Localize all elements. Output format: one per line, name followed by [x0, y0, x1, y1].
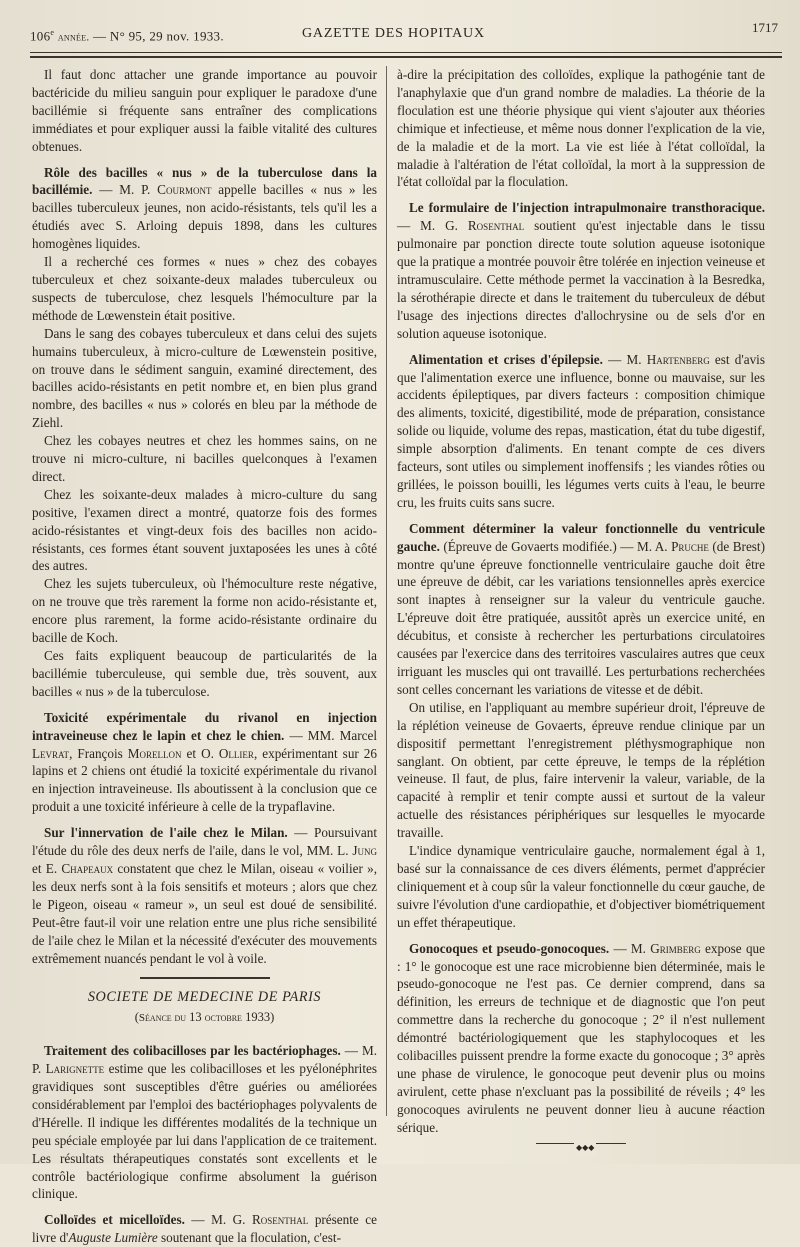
- author-name: Morellon: [127, 745, 182, 761]
- author-name: Rosenthal: [252, 1212, 309, 1228]
- author-name: Ollier: [218, 745, 254, 761]
- author-name: Courmont: [157, 182, 212, 198]
- section-rule: [140, 977, 270, 979]
- book-author: Auguste Lumière: [68, 1230, 158, 1246]
- text: — M.: [609, 940, 651, 956]
- text: et E.: [32, 860, 62, 876]
- article-title: Gonocoques et pseudo-gonocoques.: [409, 940, 610, 956]
- text: soutient qu'est injectable dans le tissu pulmonaire par ponction directe toute solution aqueuse isotonique que la pratique a montrée pouvoir être tolérée en injection veineuse et intramusculaire. Cette méthode permet la vaccination à la Besredka, la sérothérapie directe et dans le traitement du tuberculeux de début l'usage des injections directes d'allochrysine ou de sels d'or en solution aqueuse isotonique.: [397, 218, 765, 341]
- journal-title: GAZETTE DES HOPITAUX: [302, 26, 485, 41]
- paragraph: Il a recherché ces formes « nues » chez des cobayes tuberculeux et chez soixante-deux malades tuberculeux ou suspects de tuberculose, chez lesquels l'hémoculture par la méthode de Lœwenstein était positive.: [32, 254, 377, 323]
- article-injection-intrapulmonaire: [397, 199, 765, 342]
- paragraph: Ces faits expliquent beaucoup de particularités de la bacillémie tuberculeuse, qui semble due, très souvent, aux bacilles « nus » de la tuberculose.: [32, 648, 377, 699]
- ornament-glyph: ◆◆◆: [574, 1139, 596, 1157]
- text: — M. P.: [32, 1043, 377, 1077]
- article-title: Alimentation et crises d'épilepsie.: [409, 351, 603, 367]
- issue-number-date: — N° 95, 29 nov. 1933.: [93, 28, 224, 44]
- paragraph: Chez les cobayes neutres et chez les hommes sains, on ne trouve ni micro-culture, ni bacilles quelconques à l'examen direct.: [32, 433, 377, 484]
- text: 13: [186, 1010, 205, 1025]
- article-title: Toxicité expérimentale du rivanol en injection intraveineuse chez le lapin et chez le chien.: [32, 709, 377, 743]
- text: 1933): [241, 1010, 275, 1025]
- text: soutenant que la floculation, c'est-: [157, 1230, 341, 1246]
- text: est d'avis que l'alimentation exerce une influence, bonne ou mauvaise, sur les accidents épileptiques, par divers facteurs : composition chimique des aliments, toxicité, digestibilité, mode de préparation, consistance solide ou liquide, volume des repas, mastication, état du tube digestif, simple absorption d'aliments. En tenant compte de ces divers facteurs, sont utiles ou simplement inoffensifs ; les viandes rôties ou grillées, le poisson bouilli, les légumes verts cuits à l'eau, le beurre cru, les fruits cuits sans sucre.: [397, 351, 765, 510]
- paragraph: Chez les sujets tuberculeux, où l'hémoculture reste négative, on ne trouve que très rarement la forme non acido-résistante et, encore plus rarement, la forme acido-résistante ordinaire du bacille de Koch.: [32, 576, 377, 646]
- text: — Poursuivant l'étude du rôle des deux nerfs de l'aile, dans le vol, MM. L.: [32, 825, 377, 859]
- article-title: Sur l'innervation de l'aile chez le Milan.: [44, 825, 288, 841]
- paragraph: Dans le sang des cobayes tuberculeux et dans celui des sujets humains tuberculeux, à micro-culture de Lœwenstein positive, on trouve dans le sédiment sanguin, examiné directement, des bacilles acido-résistants en petit nombre et, en bien plus grand nombre, des bacilles « nus » colorés en bleu par la méthode de Ziehl.: [32, 325, 377, 431]
- text: — M. P.: [92, 182, 158, 198]
- paragraph: L'indice dynamique ventriculaire gauche, normalement égal à 1, basé sur la connaissance de ces divers éléments, permet d'apprécier cliniquement et à coup sûr la valeur fonctionnelle du cœur gauche, de suivre l'évolution d'une cardiopathie, et d'objectiver biométriquement un effet thérapeutique.: [397, 843, 765, 930]
- text: — M. G.: [184, 1212, 252, 1228]
- author-name: Hartenberg: [646, 351, 710, 367]
- article-alimentation-epilepsie: [397, 351, 765, 512]
- text: et O.: [181, 745, 219, 761]
- page-number: 1717: [752, 20, 778, 35]
- text: — MM. Marcel: [284, 727, 378, 743]
- year-word: année.: [57, 31, 90, 44]
- author-name: Grimberg: [650, 940, 701, 956]
- text: estime que les colibacilloses et les pyélonéphrites gravidiques sont susceptibles d'être guéries ou améliorées considérablement par l'emploi des bactériophages polyvalents de d'Hérelle. Il indique les différentes modalités de la technique un peu spéciale employée par lui dans l'application de ce traitement. Les résultats thérapeutiques constatés sont excellents et le contrôle bactériologique confirme absolument la guérison clinique.: [32, 1061, 377, 1202]
- text: octobre: [204, 1012, 242, 1025]
- paragraph: Chez les soixante-deux malades à micro-culture du sang positive, l'examen direct a montré, quatorze fois des formes acido-résistantes et vingt-deux fois des bacilles non acido-résistants, ces formes étant souvent juxtaposées les unes à côté des autres.: [32, 486, 377, 574]
- article-toxicité-rivanol: [32, 709, 377, 816]
- text: , expérimentant sur 26 lapins et 2 chiens ont étudié la toxicité expérimentale du rivanol en injection intraveineuse. Ils aboutissent à la conclusion que ce produit a une toxicité inférieure à celle de la trypaflavine.: [32, 745, 377, 815]
- article-title: Comment déterminer la valeur fonctionnelle du ventricule gauche.: [397, 520, 765, 554]
- text: (de Brest) montre qu'une épreuve fonctionnelle ventriculaire gauche doit être une épreuve de débit, car les variations tensionnelles après exercice sont inaptes à renseigner sur la valeur du ventricule gauche. L'épreuve doit être pratiquée, aussitôt après un exercice unité, en décubitus, et consiste à rechercher les perturbations circulatoires causées par l'exercice dans des territoires vasculaires autres que ceux irriguant les muscles qui ont travaillé. Les perturbations recherchées sont celles concernant les variations de vitesse et de débit.: [397, 538, 765, 697]
- page-header: [30, 20, 782, 46]
- text: expose que : 1° le gonocoque est une race microbienne bien déterminée, mais le pseudo-gonocoque ne l'est pas. Ce dernier comprend, dans sa définition, les erreurs de technique et de diagnostic que l'on peut commettre dans la recherche du gonocoque ; 2° il n'est nullement démontré bactériologiquement que les staphylocoques et les colibacilles puissent prendre la forme exacte du gonocoque ; 3° après une phase de virulence, le gonocoque peut devenir plus ou moins avirulent, cette phase n'excluant pas la possibilité de réveils ; 4° les gonocoques avirulents ne peuvent donner lieu à aucune réaction sérique.: [397, 940, 765, 1135]
- column-divider: [386, 66, 387, 1116]
- article-title: Rôle des bacilles « nus » de la tuberculose dans la bacillémie.: [32, 164, 377, 198]
- author-name: Jung: [352, 843, 377, 859]
- article-title: Colloïdes et micelloïdes.: [44, 1212, 185, 1228]
- text: présente ce livre d': [32, 1212, 377, 1246]
- article-title: Le formulaire de l'injection intrapulmonaire transthoracique.: [409, 200, 765, 216]
- section-date: [32, 1009, 377, 1028]
- text: Séance du: [138, 1012, 186, 1025]
- header-rule-thin: [30, 52, 782, 53]
- year-number: 106: [30, 28, 51, 44]
- text: — M.: [602, 351, 647, 367]
- paragraph: Il faut donc attacher une grande importance au pouvoir bactéricide du milieu sanguin pour expliquer le paradoxe d'une bacillémie si fréquente sans entraîner des complications immédiates et pour expliquer aussi la faible vitalité des cultures obtenues.: [32, 67, 377, 154]
- author-name: Levrat: [32, 745, 70, 761]
- year-superscript: e: [50, 28, 55, 37]
- issue-info: [30, 28, 224, 44]
- text: appelle bacilles « nus » les bacilles tuberculeux jeunes, non acido-résistants, tels qu'il les a étudiés avec S. Arloing depuis 1898, dans les cultures homogènes liquides.: [32, 182, 377, 252]
- article-colibacilloses: [32, 1042, 377, 1203]
- text: , François: [69, 745, 128, 761]
- author-name: Rosenthal: [467, 218, 525, 234]
- author-name: Pruche: [671, 538, 709, 554]
- text: (Épreuve de Govaerts modifiée.) — M. A.: [439, 538, 672, 554]
- article-rôle-bacilles: [32, 164, 377, 254]
- section-heading: [32, 977, 377, 1028]
- article-title: Traitement des colibacilloses par les bactériophages.: [44, 1043, 341, 1059]
- article-innervation-milan: [32, 824, 377, 967]
- text: constatent que chez le Milan, oiseau « voilier », les deux nerfs sont à la fois sensitifs et moteurs ; alors que chez le Pigeon, oiseau « rameur », un seul est doué de sensibilité. Peut-être faut-il voir une relation entre une plus riche sensibilité de l'aile chez le Milan et la nécessité d'exécuter des mouvements extrêmement nuancés pendant le vol à voile.: [32, 860, 377, 966]
- article-ventricule-gauche: [397, 520, 765, 699]
- text: (: [134, 1010, 139, 1025]
- paragraph: à-dire la précipitation des colloïdes, explique la pathogénie tant de l'anaphylaxie que d'un grand nombre de maladies. La théorie de la floculation est une théorie physique qui vient s'ajouter aux théories chimique et infectieuse, et même nous donner l'explication de la vie, de la maladie et de la mort. La vie est liée à l'état colloïdal, la maladie à l'altération de l'état colloïdal, la mort à la suppression de l'état colloïdal par la floculation.: [397, 67, 765, 190]
- article-gonocoques: [397, 940, 765, 1137]
- author-name: Larignette: [45, 1061, 105, 1077]
- end-ornament: [536, 1142, 626, 1152]
- text: — M. G.: [397, 218, 468, 234]
- left-column: [32, 66, 377, 1247]
- right-column: [397, 66, 765, 1152]
- header-rule-thick: [30, 56, 782, 58]
- author-name: Chapeaux: [61, 860, 114, 876]
- section-title: SOCIETE DE MEDECINE DE PARIS: [87, 989, 322, 1006]
- article-colloides: [32, 1211, 377, 1247]
- paragraph: On utilise, en l'appliquant au membre supérieur droit, l'épreuve de la réplétion veineuse de Govaerts, épreuve rendue clinique par un dispositif permettant l'enregistrement pléthysmographique non sanglant. On obtient, par cette épreuve, le temps de la réplétion veineuse. Il faut, de plus, faire intervenir la valeur, variable, de la capacité à remplir et tenir compte aussi et surtout de la valeur actuelle des résistances périphériques sur lesquelles le myocarde travaille.: [397, 699, 765, 841]
